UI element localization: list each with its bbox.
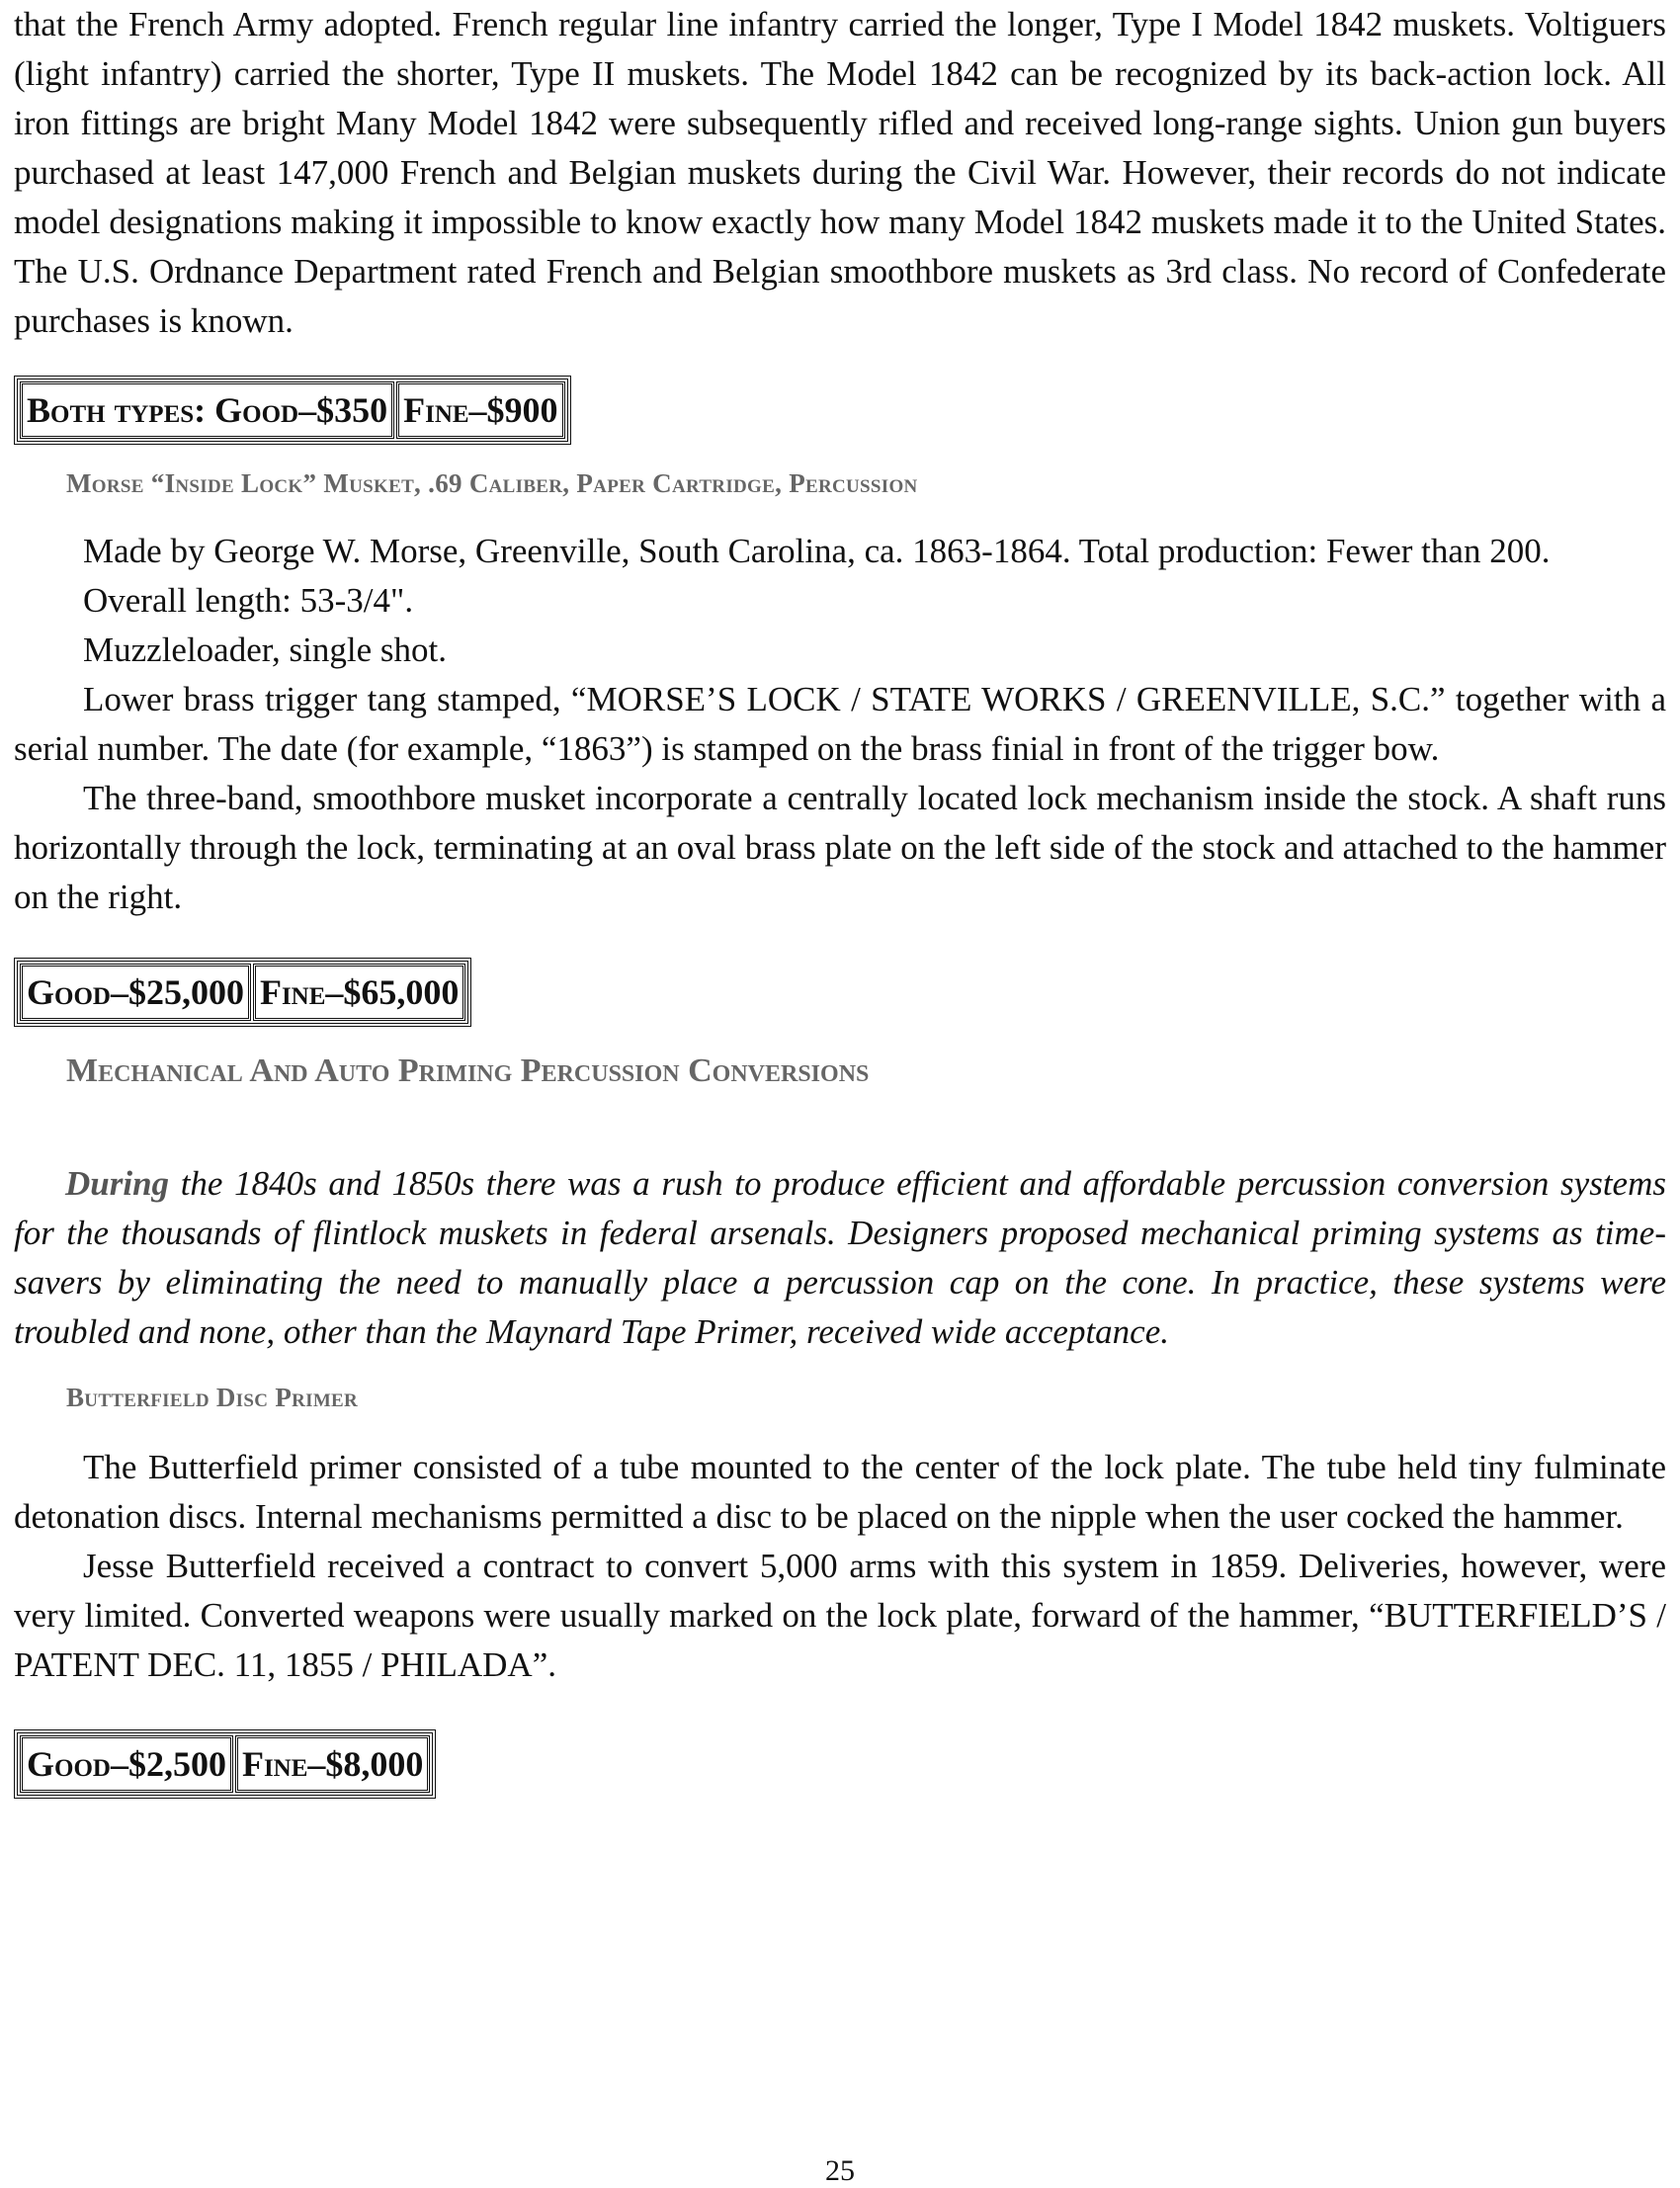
paragraph-morse-markings: Lower brass trigger tang stamped, “MORSE’S LOCK / STATE WORKS / GREENVILLE, S.C.” together with a serial number. The date (for example, “1863”) is stamped on the brass finial in front of the trigger bow. xyxy=(14,680,1666,768)
price-good: Good–$2,500 xyxy=(20,1735,233,1793)
paragraph-mechanical-intro xyxy=(14,1159,1666,1357)
page-number: 25 xyxy=(825,2154,855,2187)
price-box-morse xyxy=(14,958,471,1027)
paragraph-butterfield-description: The Butterfield primer consisted of a tube mounted to the center of the lock plate. The tube held tiny fulminate detonation discs. Internal mechanisms permitted a disc to be placed on the nipple when the user cocked the hammer. xyxy=(14,1448,1666,1536)
paragraph-morse-length: Overall length: 53-3/4". xyxy=(83,581,414,620)
paragraph-morse-maker: Made by George W. Morse, Greenville, South Carolina, ca. 1863-1864. Total production: Fewer than 200. xyxy=(83,532,1551,570)
heading-mechanical: Mechanical And Auto Priming Percussion Conversions xyxy=(66,1052,870,1089)
heading-butterfield: Butterfield Disc Primer xyxy=(66,1383,359,1412)
price-good: Good–$25,000 xyxy=(20,964,251,1021)
paragraph-morse-action: Muzzleloader, single shot. xyxy=(83,631,447,669)
paragraph-morse-description: The three-band, smoothbore musket incorporate a centrally located lock mechanism inside the stock. A shaft runs horizontally through the lock, terminating at an oval brass plate on the left side of the stock and attached to the hammer on the right. xyxy=(14,779,1666,916)
price-box-butterfield xyxy=(14,1729,436,1799)
price-fine: Fine–$900 xyxy=(396,381,564,439)
heading-morse: Morse “Inside Lock” Musket, .69 Caliber, Paper Cartridge, Percussion xyxy=(66,468,918,498)
paragraph-french-muskets: that the French Army adopted. French regular line infantry carried the longer, Type I Model 1842 muskets. Voltiguers (light infantry) carried the shorter, Type II muskets. The Model 1842 can be recognized by its back-action lock. All iron fittings are bright Many Model 1842 were subsequently rifled and received long-range sights. Union gun buyers purchased at least 147,000 French and Belgian muskets during the Civil War. However, their records do not indicate model designations making it impossible to know exactly how many Model 1842 muskets made it to the United States. The U.S. Ordnance Department rated French and Belgian smoothbore muskets as 3rd class. No record of Confederate purchases is known. xyxy=(14,5,1666,340)
intro-rest: the 1840s and 1850s there was a rush to produce efficient and affordable percussion conversion systems for the thousands of flintlock muskets in federal arsenals. Designers proposed mechanical priming systems as time-savers by eliminating the need to manually place a percussion cap on the cone. In practice, these systems were troubled and none, other than the Maynard Tape Primer, received wide acceptance. xyxy=(14,1164,1666,1351)
price-fine: Fine–$65,000 xyxy=(253,964,465,1021)
paragraph-butterfield-contract: Jesse Butterfield received a contract to convert 5,000 arms with this system in 1859. Deliveries, however, were very limited. Converted weapons were usually marked on the lock plate, forward of the hammer, “BUTTERFIELD’S / PATENT DEC. 11, 1855 / PHILADA”. xyxy=(14,1547,1666,1684)
price-box-french xyxy=(14,376,571,445)
price-fine: Fine–$8,000 xyxy=(235,1735,430,1793)
price-good: Both types: Good–$350 xyxy=(20,381,394,439)
intro-lead: During xyxy=(65,1164,170,1203)
